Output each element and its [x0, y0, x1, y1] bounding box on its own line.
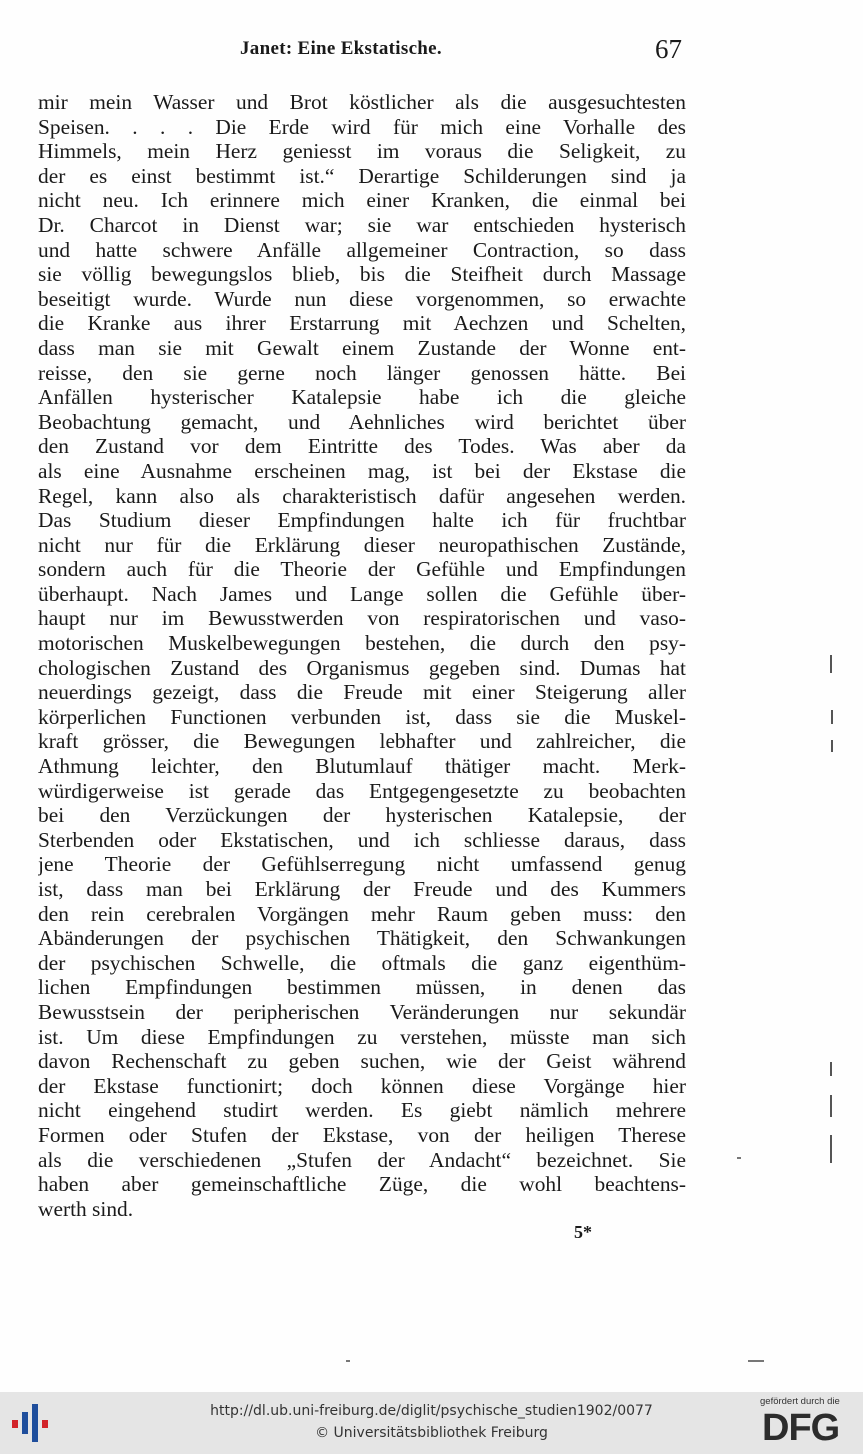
text-line: körperlichen Functionen verbunden ist, dass sie die Muskel-	[38, 704, 686, 729]
text-line: nicht nur für die Erklärung dieser neuropathischen Zustände,	[38, 532, 686, 557]
text-line: den Zustand vor dem Eintritte des Todes. Was aber da	[38, 434, 686, 459]
text-line: Formen oder Stufen der Ekstase, von der heiligen Therese	[38, 1122, 686, 1147]
text-line: der psychischen Schwelle, die oftmals die ganz eigenthüm-	[38, 950, 686, 975]
text-line: neuerdings gezeigt, dass die Freude mit einer Steigerung aller	[38, 680, 686, 705]
text-line: die Kranke aus ihrer Erstarrung mit Aechzen und Schelten,	[38, 311, 686, 336]
text-line: würdigerweise ist gerade das Entgegengesetzte zu beobachten	[38, 778, 686, 803]
text-line: Himmels, mein Herz geniesst im voraus die Seligkeit, zu	[38, 139, 686, 164]
text-line: mir mein Wasser und Brot köstlicher als die ausgesuchtesten	[38, 90, 686, 114]
text-line: Athmung leichter, den Blutumlauf thätiger macht. Merk-	[38, 754, 686, 779]
text-line: Abänderungen der psychischen Thätigkeit, den Schwankungen	[38, 926, 686, 951]
scan-dot	[748, 1360, 764, 1362]
text-line: ist. Um diese Empfindungen zu verstehen, müsste man sich	[38, 1024, 686, 1049]
text-line: Das Studium dieser Empfindungen halte ich für fruchtbar	[38, 508, 686, 533]
text-line: reisse, den sie gerne noch länger genossen hätte. Bei	[38, 360, 686, 385]
text-line: jene Theorie der Gefühlserregung nicht umfassend genug	[38, 852, 686, 877]
text-line: sondern auch für die Theorie der Gefühle und Empfindungen	[38, 557, 686, 582]
text-line: lichen Empfindungen bestimmen müssen, in denen das	[38, 975, 686, 1000]
text-line: davon Rechenschaft zu geben suchen, wie der Geist während	[38, 1049, 686, 1074]
text-line: werth sind.	[38, 1196, 134, 1221]
text-line: als die verschiedenen „Stufen der Andacht“ bezeichnet. Sie	[38, 1147, 686, 1172]
text-line: kraft grösser, die Bewegungen lebhafter und zahlreicher, die	[38, 729, 686, 754]
margin-mark	[830, 1095, 832, 1117]
text-line: sie völlig bewegungslos blieb, bis die Steifheit durch Massage	[38, 262, 686, 287]
text-line: der es einst bestimmt ist.“ Derartige Schilderungen sind ja	[38, 163, 686, 188]
scan-dot	[737, 1157, 741, 1159]
text-line: chologischen Zustand des Organismus gegeben sind. Dumas hat	[38, 655, 686, 680]
footer-url-link[interactable]: http://dl.ub.uni-freiburg.de/diglit/psychische_studien1902/0077	[210, 1403, 653, 1419]
text-line: haben aber gemeinschaftliche Züge, die wohl beachtens-	[38, 1172, 686, 1197]
text-line: bei den Verzückungen der hysterischen Katalepsie, der	[38, 803, 686, 828]
margin-mark	[830, 1062, 832, 1076]
text-line: und hatte schwere Anfälle allgemeiner Contraction, so dass	[38, 237, 686, 262]
text-line: Anfällen hysterischer Katalepsie habe ich die gleiche	[38, 385, 686, 410]
scan-dot	[346, 1360, 350, 1362]
text-line: Sterbenden oder Ekstatischen, und ich schliesse daraus, dass	[38, 827, 686, 852]
margin-mark	[830, 655, 832, 673]
text-line: überhaupt. Nach James und Lange sollen die Gefühle über-	[38, 581, 686, 606]
text-line: der Ekstase functionirt; doch können diese Vorgänge hier	[38, 1073, 686, 1098]
viewer-footer	[0, 1392, 863, 1454]
dfg-logo[interactable]: DFG	[762, 1407, 840, 1449]
text-line: haupt nur im Bewusstwerden von respiratorischen und vaso-	[38, 606, 686, 631]
text-line: Bewusstsein der peripherischen Veränderungen nur sekundär	[38, 999, 686, 1024]
text-line: den rein cerebralen Vorgängen mehr Raum geben muss: den	[38, 901, 686, 926]
text-line: Regel, kann also als charakteristisch dafür angesehen werden.	[38, 483, 686, 508]
text-line: nicht neu. Ich erinnere mich einer Kranken, die einmal bei	[38, 188, 686, 213]
dfg-caption: gefördert durch die	[760, 1396, 840, 1407]
text-line: als eine Ausnahme erscheinen mag, ist bei der Ekstase die	[38, 458, 686, 483]
page-number: 67	[655, 34, 682, 64]
margin-mark	[831, 710, 833, 724]
margin-mark	[831, 740, 833, 752]
text-line: ist, dass man bei Erklärung der Freude und des Kummers	[38, 877, 686, 901]
text-line: dass man sie mit Gewalt einem Zustande der Wonne ent-	[38, 335, 686, 360]
text-line: beseitigt wurde. Wurde nun diese vorgenommen, so erwachte	[38, 286, 686, 311]
text-line: motorischen Muskelbewegungen bestehen, die durch den psy-	[38, 631, 686, 656]
footer-copyright: © Universitätsbibliothek Freiburg	[315, 1425, 548, 1441]
text-line: Speisen. . . . Die Erde wird für mich eine Vorhalle des	[38, 114, 686, 139]
running-head: Janet: Eine Ekstatische.	[240, 38, 442, 59]
text-line: nicht eingehend studirt werden. Es giebt nämlich mehrere	[38, 1098, 686, 1123]
body-text	[38, 90, 686, 1221]
text-line: Dr. Charcot in Dienst war; sie war entschieden hysterisch	[38, 212, 686, 237]
signature-mark: 5*	[574, 1222, 592, 1242]
margin-mark	[830, 1135, 832, 1163]
text-line: Beobachtung gemacht, und Aehnliches wird berichtet über	[38, 409, 686, 434]
